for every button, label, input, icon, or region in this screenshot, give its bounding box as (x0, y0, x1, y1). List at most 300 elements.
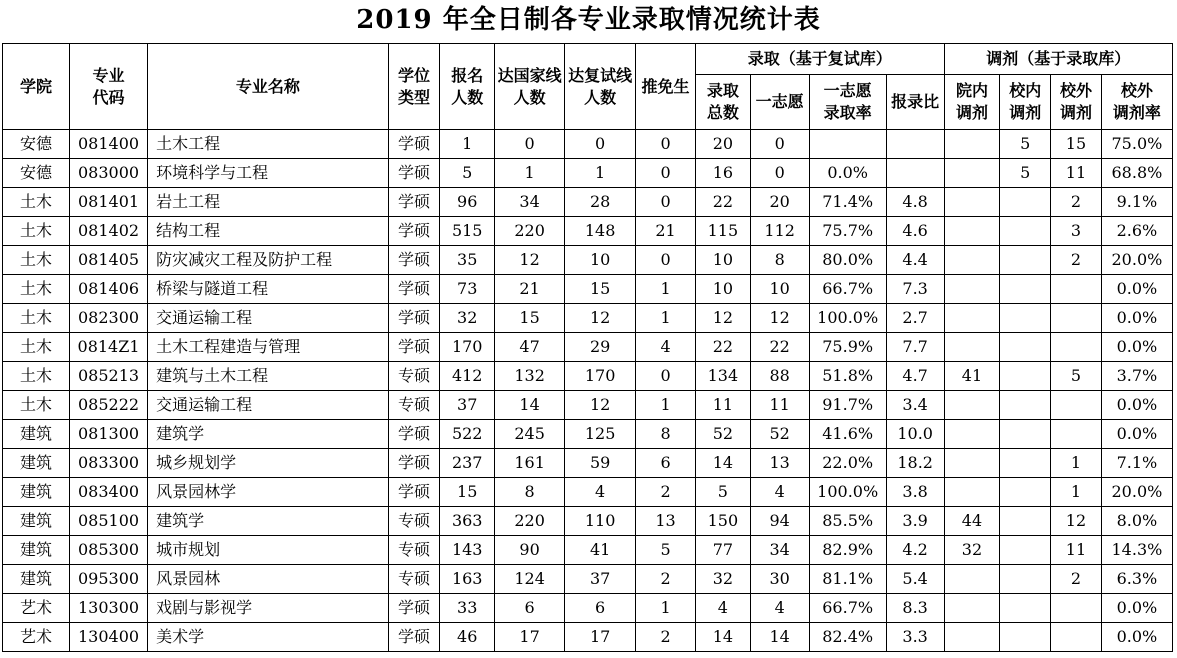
cell-adj-out-rate: 2.6% (1101, 217, 1172, 246)
cell-first-choice: 94 (750, 507, 809, 536)
cell-adj-out-rate: 0.0% (1101, 420, 1172, 449)
cell-degree: 学硕 (388, 623, 440, 652)
cell-name: 交通运输工程 (148, 304, 388, 333)
cell-admit-total: 10 (695, 246, 750, 275)
cell-first-choice: 4 (750, 594, 809, 623)
cell-code: 0814Z1 (69, 333, 147, 362)
cell-name: 建筑学 (148, 420, 388, 449)
header-name: 专业名称 (148, 44, 388, 130)
table-row (3, 623, 1173, 652)
cell-adj-dept (944, 246, 1000, 275)
cell-adj-out-rate: 14.3% (1101, 536, 1172, 565)
cell-adj-out-rate: 20.0% (1101, 246, 1172, 275)
cell-adj-in (1000, 362, 1051, 391)
cell-retest-line: 125 (565, 420, 636, 449)
cell-first-choice-rate: 100.0% (809, 304, 886, 333)
cell-first-choice: 4 (750, 478, 809, 507)
cell-retest-line: 59 (565, 449, 636, 478)
cell-adj-dept (944, 188, 1000, 217)
cell-admit-total: 10 (695, 275, 750, 304)
cell-name: 城市规划 (148, 536, 388, 565)
cell-admit-total: 20 (695, 130, 750, 159)
cell-code: 085222 (69, 391, 147, 420)
cell-code: 081300 (69, 420, 147, 449)
cell-college: 建筑 (3, 449, 70, 478)
cell-adj-out-rate: 75.0% (1101, 130, 1172, 159)
header-first-choice: 一志愿 (750, 75, 809, 130)
cell-college: 土木 (3, 304, 70, 333)
cell-first-choice-rate: 82.9% (809, 536, 886, 565)
cell-first-choice-rate: 80.0% (809, 246, 886, 275)
cell-retest-line: 37 (565, 565, 636, 594)
cell-national-line: 12 (495, 246, 565, 275)
cell-adj-dept (944, 275, 1000, 304)
table-row (3, 536, 1173, 565)
cell-adj-out: 1 (1051, 449, 1102, 478)
cell-code: 082300 (69, 304, 147, 333)
cell-adj-dept (944, 333, 1000, 362)
cell-code: 085213 (69, 362, 147, 391)
cell-adj-in (1000, 507, 1051, 536)
cell-first-choice-rate: 85.5% (809, 507, 886, 536)
cell-retest-line: 12 (565, 391, 636, 420)
cell-applicants: 363 (440, 507, 495, 536)
cell-adj-in (1000, 478, 1051, 507)
cell-adj-in (1000, 536, 1051, 565)
cell-retest-line: 15 (565, 275, 636, 304)
cell-admit-total: 16 (695, 159, 750, 188)
cell-exempt: 8 (636, 420, 696, 449)
cell-code: 130300 (69, 594, 147, 623)
cell-retest-line: 170 (565, 362, 636, 391)
header-degree: 学位 类型 (388, 44, 440, 130)
cell-adj-dept: 32 (944, 536, 1000, 565)
cell-college: 土木 (3, 246, 70, 275)
cell-adj-out (1051, 420, 1102, 449)
cell-code: 083400 (69, 478, 147, 507)
cell-applicants: 170 (440, 333, 495, 362)
cell-applicants: 96 (440, 188, 495, 217)
cell-degree: 学硕 (388, 449, 440, 478)
cell-adj-dept (944, 623, 1000, 652)
cell-adj-out: 15 (1051, 130, 1102, 159)
cell-code: 081406 (69, 275, 147, 304)
table-row (3, 362, 1173, 391)
table-row (3, 130, 1173, 159)
cell-first-choice-rate: 75.7% (809, 217, 886, 246)
cell-name: 风景园林学 (148, 478, 388, 507)
cell-adj-in (1000, 333, 1051, 362)
cell-national-line: 132 (495, 362, 565, 391)
cell-name: 结构工程 (148, 217, 388, 246)
cell-first-choice-rate: 100.0% (809, 478, 886, 507)
table-body (3, 130, 1173, 652)
cell-national-line: 245 (495, 420, 565, 449)
cell-adj-dept (944, 565, 1000, 594)
cell-exempt: 0 (636, 130, 696, 159)
cell-exempt: 4 (636, 333, 696, 362)
header-national-line: 达国家线 人数 (495, 44, 565, 130)
cell-national-line: 8 (495, 478, 565, 507)
cell-adj-dept (944, 159, 1000, 188)
cell-first-choice: 10 (750, 275, 809, 304)
header-adj-dept: 院内 调剂 (944, 75, 1000, 130)
cell-first-choice: 13 (750, 449, 809, 478)
cell-applicants: 73 (440, 275, 495, 304)
cell-ratio: 3.3 (886, 623, 944, 652)
cell-adj-in: 5 (1000, 130, 1051, 159)
cell-adj-out (1051, 623, 1102, 652)
cell-name: 城乡规划学 (148, 449, 388, 478)
table-row (3, 565, 1173, 594)
cell-adj-in (1000, 188, 1051, 217)
cell-national-line: 220 (495, 217, 565, 246)
cell-adj-out: 2 (1051, 565, 1102, 594)
cell-degree: 专硕 (388, 565, 440, 594)
cell-code: 130400 (69, 623, 147, 652)
cell-adj-out-rate: 9.1% (1101, 188, 1172, 217)
cell-first-choice: 88 (750, 362, 809, 391)
cell-ratio: 3.9 (886, 507, 944, 536)
cell-code: 085300 (69, 536, 147, 565)
cell-adj-out: 12 (1051, 507, 1102, 536)
cell-exempt: 1 (636, 275, 696, 304)
cell-adj-out (1051, 275, 1102, 304)
cell-adj-out-rate: 3.7% (1101, 362, 1172, 391)
cell-first-choice-rate: 82.4% (809, 623, 886, 652)
header-first-choice-rate: 一志愿 录取率 (809, 75, 886, 130)
table-row (3, 159, 1173, 188)
cell-ratio: 4.4 (886, 246, 944, 275)
cell-retest-line: 10 (565, 246, 636, 275)
admission-table (2, 43, 1173, 652)
cell-adj-dept: 44 (944, 507, 1000, 536)
cell-first-choice-rate: 0.0% (809, 159, 886, 188)
table-row (3, 478, 1173, 507)
cell-adj-out: 2 (1051, 188, 1102, 217)
cell-adj-out-rate: 7.1% (1101, 449, 1172, 478)
cell-adj-dept: 41 (944, 362, 1000, 391)
cell-retest-line: 29 (565, 333, 636, 362)
cell-admit-total: 134 (695, 362, 750, 391)
cell-exempt: 1 (636, 391, 696, 420)
table-row (3, 304, 1173, 333)
cell-adj-out: 5 (1051, 362, 1102, 391)
cell-adj-in: 5 (1000, 159, 1051, 188)
cell-exempt: 0 (636, 246, 696, 275)
cell-ratio: 4.7 (886, 362, 944, 391)
cell-adj-out-rate: 0.0% (1101, 333, 1172, 362)
header-admission-group: 录取（基于复试库） (695, 44, 944, 75)
cell-retest-line: 17 (565, 623, 636, 652)
header-adjust-group: 调剂（基于录取库） (944, 44, 1172, 75)
cell-college: 建筑 (3, 536, 70, 565)
header-applicants: 报名 人数 (440, 44, 495, 130)
cell-applicants: 15 (440, 478, 495, 507)
cell-name: 桥梁与隧道工程 (148, 275, 388, 304)
cell-applicants: 5 (440, 159, 495, 188)
cell-applicants: 237 (440, 449, 495, 478)
cell-ratio: 7.3 (886, 275, 944, 304)
cell-ratio (886, 130, 944, 159)
cell-name: 防灾减灾工程及防护工程 (148, 246, 388, 275)
cell-retest-line: 0 (565, 130, 636, 159)
cell-adj-out-rate: 0.0% (1101, 594, 1172, 623)
cell-college: 土木 (3, 333, 70, 362)
cell-national-line: 15 (495, 304, 565, 333)
cell-code: 081405 (69, 246, 147, 275)
cell-code: 083000 (69, 159, 147, 188)
cell-adj-out (1051, 304, 1102, 333)
page-title: 2019 年全日制各专业录取情况统计表 (356, 5, 821, 35)
cell-first-choice: 8 (750, 246, 809, 275)
cell-admit-total: 12 (695, 304, 750, 333)
table-row (3, 275, 1173, 304)
cell-admit-total: 77 (695, 536, 750, 565)
cell-admit-total: 32 (695, 565, 750, 594)
cell-applicants: 515 (440, 217, 495, 246)
cell-admit-total: 22 (695, 333, 750, 362)
cell-code: 095300 (69, 565, 147, 594)
header-admit-total: 录取 总数 (695, 75, 750, 130)
cell-adj-out (1051, 594, 1102, 623)
cell-degree: 学硕 (388, 188, 440, 217)
cell-degree: 学硕 (388, 478, 440, 507)
cell-exempt: 1 (636, 304, 696, 333)
cell-ratio: 10.0 (886, 420, 944, 449)
cell-first-choice-rate: 41.6% (809, 420, 886, 449)
cell-first-choice: 14 (750, 623, 809, 652)
header-adj-out-rate: 校外 调剂率 (1101, 75, 1172, 130)
cell-adj-out (1051, 391, 1102, 420)
cell-applicants: 1 (440, 130, 495, 159)
cell-name: 环境科学与工程 (148, 159, 388, 188)
cell-admit-total: 14 (695, 449, 750, 478)
cell-adj-in (1000, 623, 1051, 652)
cell-adj-in (1000, 594, 1051, 623)
cell-applicants: 32 (440, 304, 495, 333)
cell-first-choice: 12 (750, 304, 809, 333)
cell-exempt: 2 (636, 565, 696, 594)
cell-name: 戏剧与影视学 (148, 594, 388, 623)
cell-national-line: 90 (495, 536, 565, 565)
cell-admit-total: 14 (695, 623, 750, 652)
table-row (3, 449, 1173, 478)
cell-first-choice: 0 (750, 130, 809, 159)
cell-exempt: 0 (636, 188, 696, 217)
cell-code: 081402 (69, 217, 147, 246)
cell-college: 建筑 (3, 420, 70, 449)
cell-degree: 学硕 (388, 275, 440, 304)
cell-college: 建筑 (3, 565, 70, 594)
cell-national-line: 124 (495, 565, 565, 594)
cell-code: 081400 (69, 130, 147, 159)
cell-name: 建筑学 (148, 507, 388, 536)
cell-exempt: 13 (636, 507, 696, 536)
cell-name: 岩土工程 (148, 188, 388, 217)
cell-first-choice: 34 (750, 536, 809, 565)
cell-exempt: 6 (636, 449, 696, 478)
header-college: 学院 (3, 44, 70, 130)
cell-applicants: 37 (440, 391, 495, 420)
cell-adj-dept (944, 130, 1000, 159)
cell-ratio: 4.8 (886, 188, 944, 217)
cell-adj-dept (944, 594, 1000, 623)
cell-applicants: 143 (440, 536, 495, 565)
cell-degree: 学硕 (388, 159, 440, 188)
cell-adj-out-rate: 68.8% (1101, 159, 1172, 188)
cell-adj-out (1051, 333, 1102, 362)
cell-first-choice: 20 (750, 188, 809, 217)
cell-name: 风景园林 (148, 565, 388, 594)
header-adj-out: 校外 调剂 (1051, 75, 1102, 130)
cell-national-line: 161 (495, 449, 565, 478)
cell-college: 建筑 (3, 507, 70, 536)
cell-adj-out-rate: 20.0% (1101, 478, 1172, 507)
cell-adj-dept (944, 478, 1000, 507)
cell-college: 艺术 (3, 623, 70, 652)
cell-retest-line: 1 (565, 159, 636, 188)
cell-code: 085100 (69, 507, 147, 536)
table-row (3, 246, 1173, 275)
cell-applicants: 35 (440, 246, 495, 275)
cell-national-line: 1 (495, 159, 565, 188)
cell-degree: 专硕 (388, 536, 440, 565)
cell-exempt: 2 (636, 623, 696, 652)
cell-code: 081401 (69, 188, 147, 217)
cell-national-line: 17 (495, 623, 565, 652)
cell-college: 建筑 (3, 478, 70, 507)
cell-first-choice: 0 (750, 159, 809, 188)
cell-first-choice-rate: 91.7% (809, 391, 886, 420)
cell-college: 安德 (3, 130, 70, 159)
cell-college: 土木 (3, 188, 70, 217)
cell-admit-total: 52 (695, 420, 750, 449)
cell-degree: 学硕 (388, 420, 440, 449)
cell-college: 土木 (3, 275, 70, 304)
cell-college: 安德 (3, 159, 70, 188)
table-row (3, 507, 1173, 536)
cell-national-line: 220 (495, 507, 565, 536)
cell-ratio: 4.6 (886, 217, 944, 246)
cell-adj-in (1000, 449, 1051, 478)
cell-ratio: 7.7 (886, 333, 944, 362)
cell-adj-out-rate: 6.3% (1101, 565, 1172, 594)
cell-name: 交通运输工程 (148, 391, 388, 420)
cell-admit-total: 115 (695, 217, 750, 246)
cell-retest-line: 41 (565, 536, 636, 565)
table-row (3, 188, 1173, 217)
cell-first-choice-rate: 22.0% (809, 449, 886, 478)
cell-adj-dept (944, 217, 1000, 246)
cell-retest-line: 4 (565, 478, 636, 507)
cell-exempt: 1 (636, 594, 696, 623)
cell-applicants: 33 (440, 594, 495, 623)
cell-college: 土木 (3, 362, 70, 391)
cell-exempt: 0 (636, 159, 696, 188)
cell-retest-line: 110 (565, 507, 636, 536)
header-adj-in: 校内 调剂 (1000, 75, 1051, 130)
cell-adj-in (1000, 391, 1051, 420)
cell-name: 土木工程建造与管理 (148, 333, 388, 362)
cell-ratio (886, 159, 944, 188)
cell-ratio: 8.3 (886, 594, 944, 623)
cell-national-line: 21 (495, 275, 565, 304)
cell-name: 土木工程 (148, 130, 388, 159)
cell-degree: 专硕 (388, 391, 440, 420)
cell-adj-in (1000, 246, 1051, 275)
cell-ratio: 3.4 (886, 391, 944, 420)
cell-adj-in (1000, 217, 1051, 246)
cell-first-choice: 22 (750, 333, 809, 362)
cell-first-choice: 112 (750, 217, 809, 246)
cell-first-choice: 30 (750, 565, 809, 594)
cell-first-choice: 52 (750, 420, 809, 449)
cell-name: 建筑与土木工程 (148, 362, 388, 391)
cell-admit-total: 150 (695, 507, 750, 536)
cell-admit-total: 4 (695, 594, 750, 623)
cell-adj-out: 11 (1051, 159, 1102, 188)
cell-degree: 学硕 (388, 130, 440, 159)
cell-adj-out: 1 (1051, 478, 1102, 507)
cell-exempt: 2 (636, 478, 696, 507)
cell-adj-out-rate: 0.0% (1101, 391, 1172, 420)
table-row (3, 391, 1173, 420)
cell-national-line: 47 (495, 333, 565, 362)
header-retest-line: 达复试线 人数 (565, 44, 636, 130)
cell-applicants: 46 (440, 623, 495, 652)
cell-first-choice: 11 (750, 391, 809, 420)
cell-first-choice-rate: 66.7% (809, 594, 886, 623)
cell-exempt: 0 (636, 362, 696, 391)
cell-national-line: 6 (495, 594, 565, 623)
table-row (3, 420, 1173, 449)
header-ratio: 报录比 (886, 75, 944, 130)
cell-degree: 学硕 (388, 594, 440, 623)
cell-exempt: 5 (636, 536, 696, 565)
cell-adj-out: 11 (1051, 536, 1102, 565)
cell-code: 083300 (69, 449, 147, 478)
cell-retest-line: 28 (565, 188, 636, 217)
cell-degree: 学硕 (388, 217, 440, 246)
cell-degree: 学硕 (388, 304, 440, 333)
table-row (3, 594, 1173, 623)
cell-adj-out: 3 (1051, 217, 1102, 246)
cell-adj-in (1000, 420, 1051, 449)
cell-adj-out: 2 (1051, 246, 1102, 275)
cell-college: 土木 (3, 217, 70, 246)
cell-admit-total: 11 (695, 391, 750, 420)
cell-applicants: 163 (440, 565, 495, 594)
cell-first-choice-rate: 71.4% (809, 188, 886, 217)
cell-degree: 学硕 (388, 246, 440, 275)
cell-adj-dept (944, 391, 1000, 420)
cell-adj-out-rate: 0.0% (1101, 275, 1172, 304)
cell-degree: 专硕 (388, 362, 440, 391)
cell-applicants: 412 (440, 362, 495, 391)
cell-adj-dept (944, 420, 1000, 449)
cell-adj-dept (944, 304, 1000, 333)
cell-ratio: 2.7 (886, 304, 944, 333)
cell-exempt: 21 (636, 217, 696, 246)
cell-name: 美术学 (148, 623, 388, 652)
cell-adj-in (1000, 565, 1051, 594)
table-row (3, 217, 1173, 246)
cell-adj-in (1000, 304, 1051, 333)
cell-retest-line: 6 (565, 594, 636, 623)
cell-national-line: 14 (495, 391, 565, 420)
table-row (3, 333, 1173, 362)
